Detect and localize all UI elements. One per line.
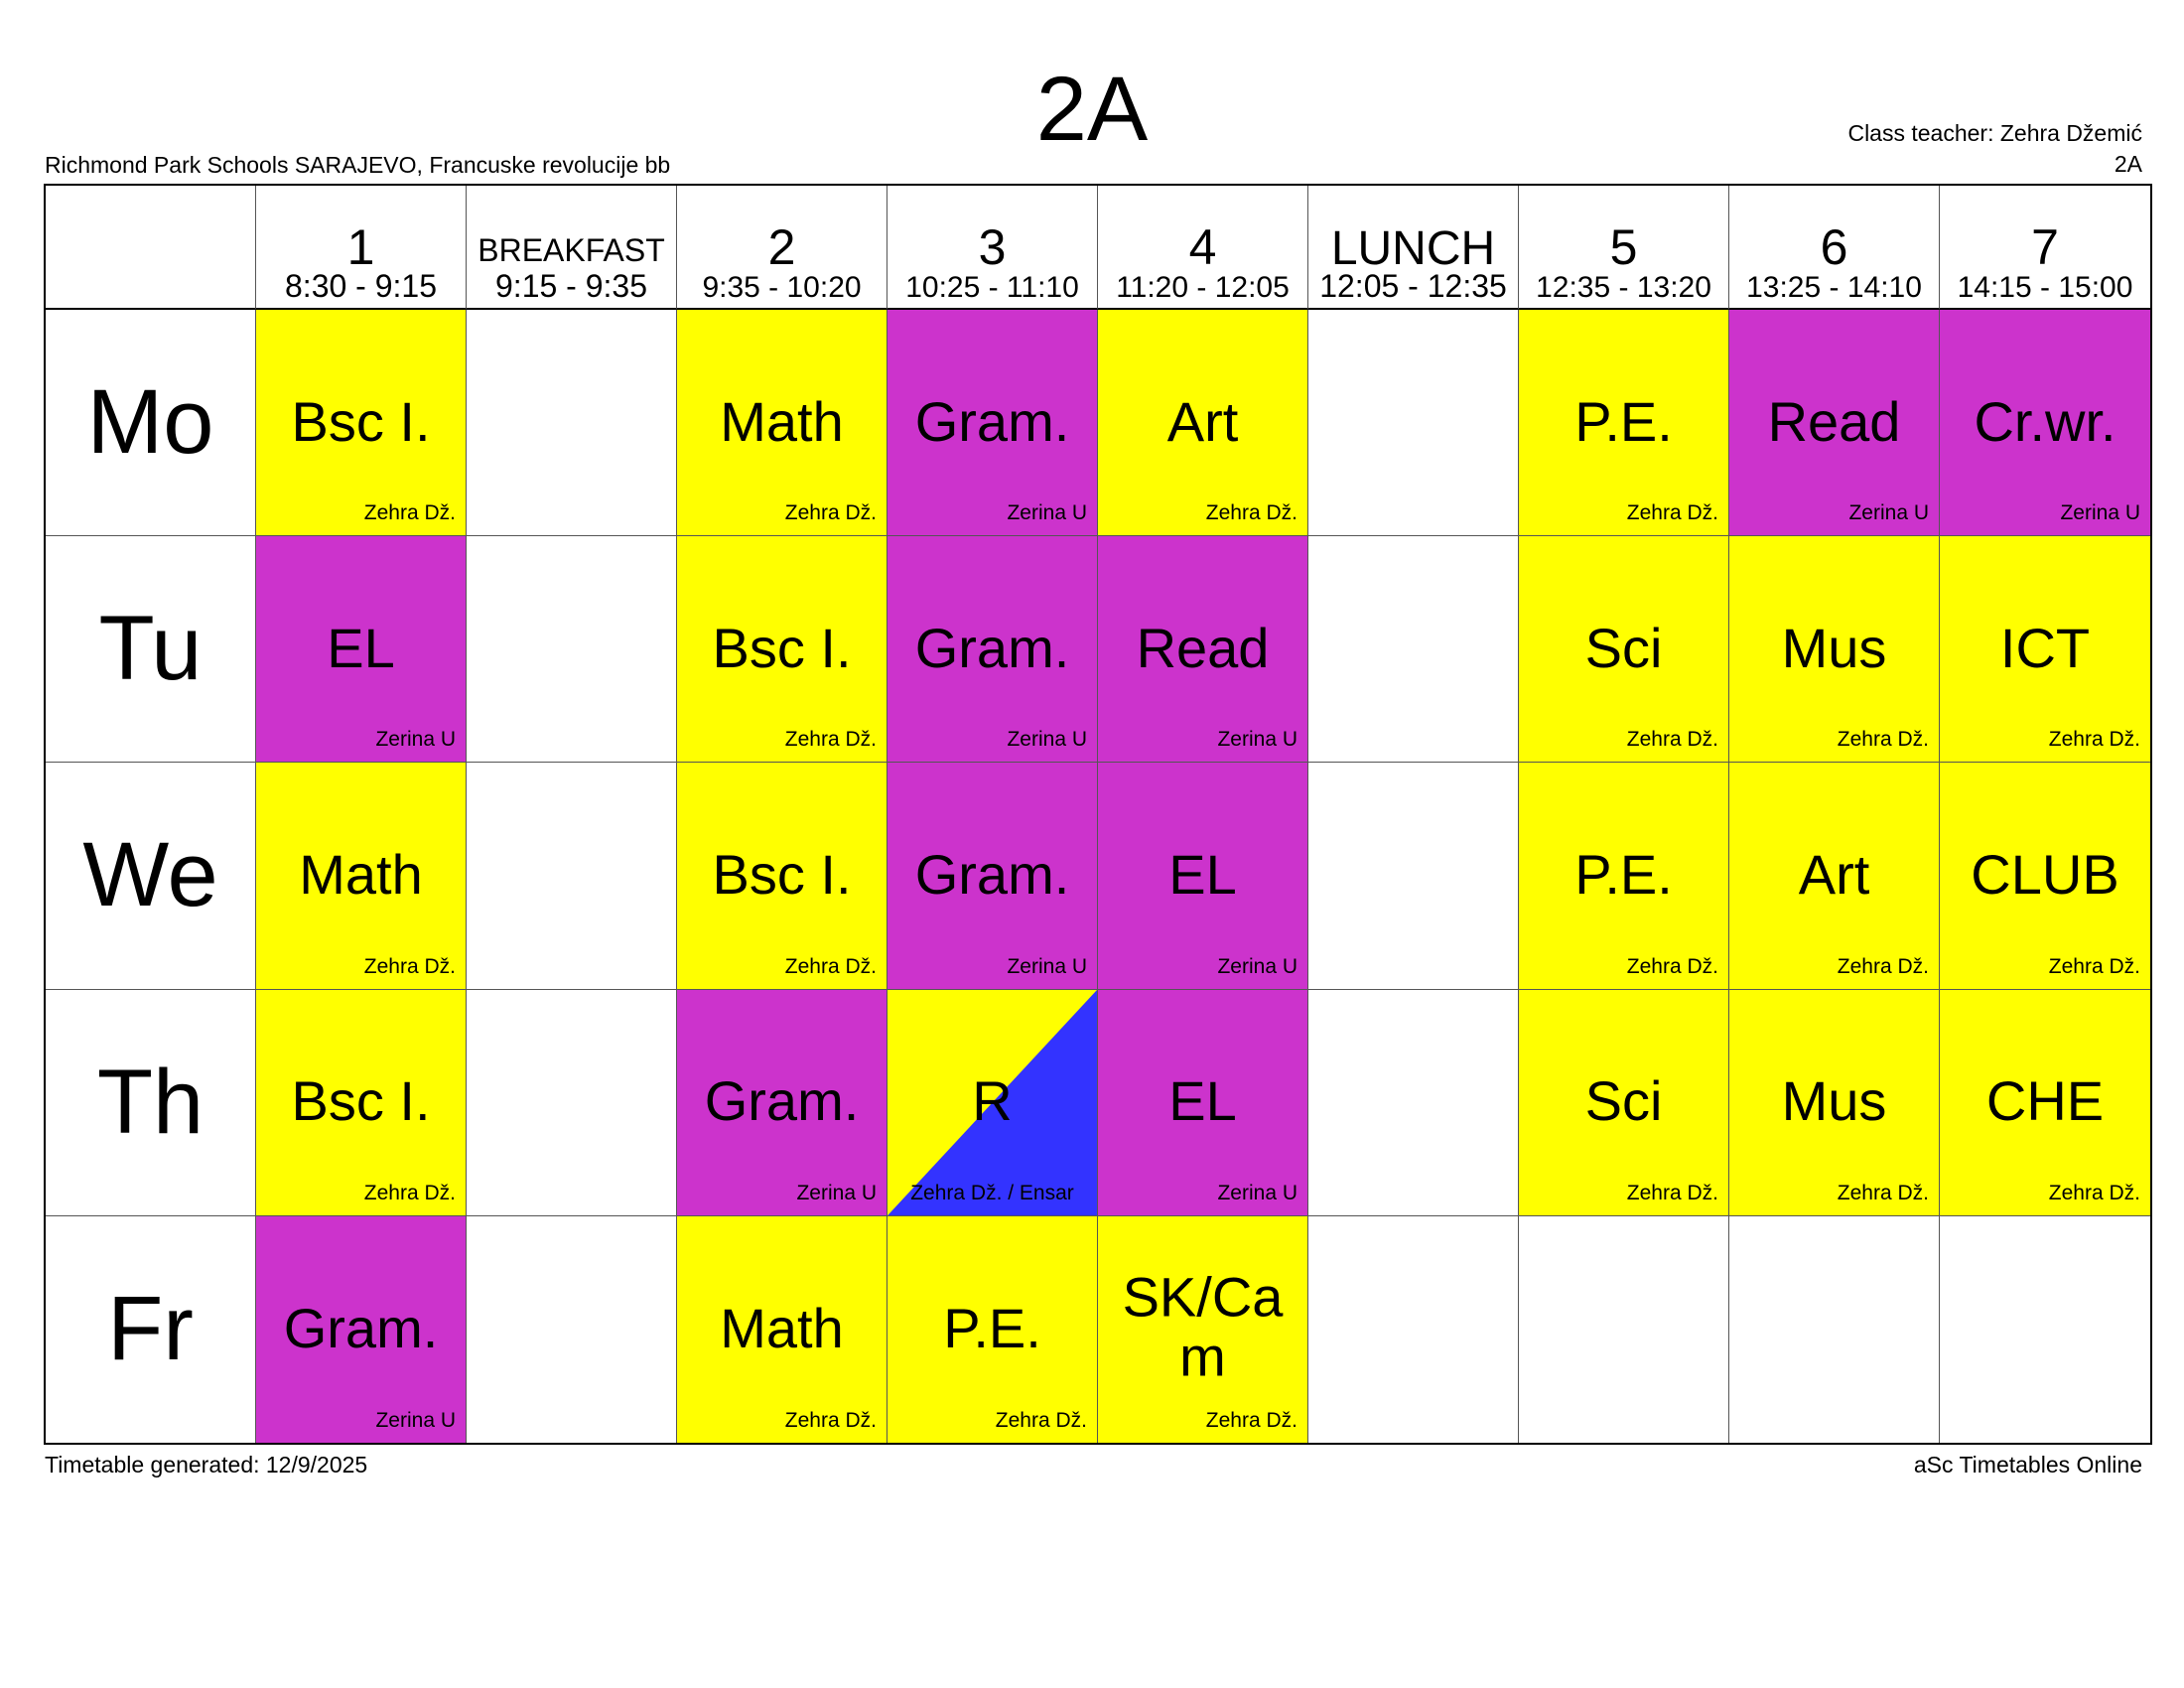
lesson-card[interactable] bbox=[1098, 990, 1308, 1216]
lesson-card[interactable] bbox=[887, 536, 1098, 763]
day-label: Tu bbox=[46, 536, 256, 763]
period-name: LUNCH bbox=[1330, 222, 1496, 275]
empty-slot bbox=[1308, 763, 1519, 989]
lesson-card[interactable] bbox=[677, 310, 887, 536]
lesson-teacher: Zerina U bbox=[1217, 728, 1297, 752]
lesson-subject: Art bbox=[1798, 842, 1870, 906]
day-label: We bbox=[46, 763, 256, 989]
period-number: 6 bbox=[1820, 219, 1848, 275]
period-header bbox=[1940, 186, 2150, 310]
lesson-card[interactable] bbox=[677, 763, 887, 989]
period-header bbox=[1098, 186, 1308, 310]
school-name: Richmond Park Schools SARAJEVO, Francuske revolucije bb bbox=[45, 152, 671, 178]
lesson-card[interactable] bbox=[1098, 1216, 1308, 1443]
lesson-card[interactable] bbox=[1098, 763, 1308, 989]
period-number: 5 bbox=[1609, 219, 1638, 275]
lesson-subject: ICT bbox=[1999, 616, 2091, 679]
generated-date: Timetable generated: 12/9/2025 bbox=[45, 1452, 368, 1477]
lesson-subject: Mus bbox=[1781, 1068, 1887, 1132]
lesson-card[interactable] bbox=[256, 990, 467, 1216]
lesson-card[interactable] bbox=[256, 1216, 467, 1443]
empty-slot bbox=[1308, 1216, 1519, 1443]
lesson-card[interactable] bbox=[677, 990, 887, 1216]
lesson-teacher: Zehra Dž. bbox=[363, 501, 456, 525]
period-time: 9:35 - 10:20 bbox=[702, 271, 862, 304]
period-header bbox=[467, 186, 677, 310]
lesson-subject: P.E. bbox=[943, 1296, 1041, 1359]
lesson-teacher: Zehra Dž. bbox=[995, 1408, 1087, 1432]
lesson-teacher: Zehra Dž. bbox=[1626, 501, 1718, 525]
lesson-teacher: Zerina U bbox=[1848, 501, 1929, 525]
period-name: BREAKFAST bbox=[478, 232, 665, 268]
lesson-subject: Gram. bbox=[914, 389, 1070, 453]
period-header bbox=[1519, 186, 1729, 310]
period-time: 10:25 - 11:10 bbox=[905, 271, 1079, 304]
header-corner bbox=[46, 186, 256, 310]
lesson-subject: Art bbox=[1166, 389, 1239, 453]
lesson-teacher: Zehra Dž. bbox=[784, 954, 877, 978]
period-time: 9:15 - 9:35 bbox=[495, 268, 647, 304]
lesson-card[interactable] bbox=[1940, 536, 2150, 763]
period-number: 3 bbox=[978, 219, 1007, 275]
lesson-subject: R bbox=[972, 1068, 1013, 1132]
day-label: Mo bbox=[46, 310, 256, 536]
lesson-subject: Bsc I. bbox=[712, 842, 852, 906]
period-time: 13:25 - 14:10 bbox=[1746, 271, 1922, 304]
lesson-subject: Gram. bbox=[914, 842, 1070, 906]
lesson-subject: Gram. bbox=[283, 1296, 439, 1359]
empty-slot bbox=[1308, 536, 1519, 763]
lesson-teacher: Zehra Dž. / Ensar bbox=[910, 1181, 1074, 1204]
period-header bbox=[256, 186, 467, 310]
empty-slot bbox=[467, 310, 677, 536]
lesson-card[interactable] bbox=[1940, 310, 2150, 536]
lesson-card[interactable] bbox=[1729, 310, 1940, 536]
lesson-card[interactable] bbox=[1729, 536, 1940, 763]
empty-slot bbox=[1519, 1216, 1729, 1443]
empty-slot bbox=[1308, 310, 1519, 536]
lesson-teacher: Zerina U bbox=[375, 1408, 456, 1432]
lesson-teacher: Zehra Dž. bbox=[2048, 1181, 2140, 1204]
empty-slot bbox=[1940, 1216, 2150, 1443]
lesson-subject: Math bbox=[720, 1296, 844, 1359]
lesson-subject: Gram. bbox=[914, 616, 1070, 679]
lesson-subject: Cr.wr. bbox=[1974, 389, 2116, 453]
empty-slot bbox=[467, 1216, 677, 1443]
lesson-subject: P.E. bbox=[1574, 389, 1673, 453]
lesson-teacher: Zehra Dž. bbox=[1837, 954, 1929, 978]
lesson-card[interactable] bbox=[1940, 990, 2150, 1216]
lesson-card[interactable] bbox=[1519, 763, 1729, 989]
lesson-subject: EL bbox=[327, 616, 395, 679]
lesson-card[interactable] bbox=[1729, 763, 1940, 989]
lesson-card[interactable] bbox=[256, 763, 467, 989]
day-label: Fr bbox=[46, 1216, 256, 1443]
lesson-card[interactable] bbox=[887, 990, 1098, 1216]
timetable-grid bbox=[44, 184, 2152, 1445]
lesson-teacher: Zerina U bbox=[1217, 1181, 1297, 1204]
empty-slot bbox=[467, 536, 677, 763]
lesson-subject: Sci bbox=[1584, 616, 1663, 679]
lesson-teacher: Zehra Dž. bbox=[1626, 1181, 1718, 1204]
lesson-teacher: Zerina U bbox=[1007, 954, 1087, 978]
lesson-card[interactable] bbox=[256, 536, 467, 763]
lesson-subject: CLUB bbox=[1971, 842, 2119, 906]
lesson-teacher: Zehra Dž. bbox=[784, 1408, 877, 1432]
lesson-subject: Math bbox=[299, 842, 423, 906]
lesson-teacher: Zehra Dž. bbox=[363, 954, 456, 978]
lesson-subject: CHE bbox=[1985, 1068, 2105, 1132]
lesson-subject: Math bbox=[720, 389, 844, 453]
lesson-teacher: Zehra Dž. bbox=[1837, 728, 1929, 752]
lesson-card[interactable] bbox=[1519, 536, 1729, 763]
lesson-card[interactable] bbox=[1729, 990, 1940, 1216]
lesson-teacher: Zehra Dž. bbox=[1205, 501, 1297, 525]
lesson-teacher: Zehra Dž. bbox=[2048, 728, 2140, 752]
lesson-card[interactable] bbox=[1098, 536, 1308, 763]
lesson-subject: Gram. bbox=[704, 1068, 860, 1132]
lesson-subject: EL bbox=[1168, 842, 1237, 906]
lesson-teacher: Zehra Dž. bbox=[2048, 954, 2140, 978]
lesson-teacher: Zerina U bbox=[1007, 501, 1087, 525]
empty-slot bbox=[1308, 990, 1519, 1216]
lesson-card[interactable] bbox=[887, 763, 1098, 989]
lesson-teacher: Zerina U bbox=[375, 728, 456, 752]
lesson-teacher: Zehra Dž. bbox=[363, 1181, 456, 1204]
empty-slot bbox=[1729, 1216, 1940, 1443]
lesson-teacher: Zehra Dž. bbox=[784, 728, 877, 752]
lesson-teacher: Zehra Dž. bbox=[1626, 728, 1718, 752]
lesson-subject: EL bbox=[1168, 1068, 1237, 1132]
period-time: 11:20 - 12:05 bbox=[1116, 271, 1290, 304]
lesson-subject: P.E. bbox=[1574, 842, 1673, 906]
lesson-card[interactable] bbox=[256, 310, 467, 536]
period-time: 14:15 - 15:00 bbox=[1957, 271, 2133, 304]
lesson-card[interactable] bbox=[1940, 763, 2150, 989]
lesson-teacher: Zerina U bbox=[1007, 728, 1087, 752]
class-code: 2A bbox=[2114, 151, 2142, 177]
period-header bbox=[887, 186, 1098, 310]
lesson-card[interactable] bbox=[887, 1216, 1098, 1443]
lesson-teacher: Zehra Dž. bbox=[1626, 954, 1718, 978]
period-number: 4 bbox=[1188, 219, 1217, 275]
period-number: 2 bbox=[767, 219, 796, 275]
empty-slot bbox=[467, 990, 677, 1216]
period-number: 1 bbox=[346, 219, 375, 275]
lesson-teacher: Zehra Dž. bbox=[1205, 1408, 1297, 1432]
empty-slot bbox=[467, 763, 677, 989]
brand-label: aSc Timetables Online bbox=[1913, 1452, 2142, 1477]
period-header bbox=[1308, 186, 1519, 310]
page-title: 2A bbox=[1035, 59, 1149, 160]
period-header bbox=[1729, 186, 1940, 310]
lesson-card[interactable] bbox=[677, 536, 887, 763]
lesson-subject: Read bbox=[1767, 389, 1901, 453]
class-teacher: Class teacher: Zehra Džemić bbox=[1847, 120, 2142, 146]
lesson-card[interactable] bbox=[1098, 310, 1308, 536]
lesson-subject: Mus bbox=[1781, 616, 1887, 679]
lesson-card[interactable] bbox=[887, 310, 1098, 536]
lesson-card[interactable] bbox=[677, 1216, 887, 1443]
period-time: 8:30 - 9:15 bbox=[285, 268, 437, 304]
lesson-teacher: Zehra Dž. bbox=[784, 501, 877, 525]
lesson-teacher: Zehra Dž. bbox=[1837, 1181, 1929, 1204]
lesson-subject: SK/Ca m bbox=[1122, 1265, 1284, 1388]
lesson-teacher: Zerina U bbox=[2060, 501, 2140, 525]
lesson-subject: Bsc I. bbox=[712, 616, 852, 679]
lesson-card[interactable] bbox=[1519, 990, 1729, 1216]
lesson-subject: Sci bbox=[1584, 1068, 1663, 1132]
day-label: Th bbox=[46, 990, 256, 1216]
lesson-subject: Bsc I. bbox=[291, 389, 431, 453]
period-time: 12:35 - 13:20 bbox=[1536, 271, 1711, 304]
lesson-subject: Read bbox=[1136, 616, 1270, 679]
lesson-card[interactable] bbox=[1519, 310, 1729, 536]
period-header bbox=[677, 186, 887, 310]
lesson-subject: Bsc I. bbox=[291, 1068, 431, 1132]
lesson-teacher: Zerina U bbox=[1217, 954, 1297, 978]
period-number: 7 bbox=[2031, 219, 2059, 275]
lesson-teacher: Zerina U bbox=[796, 1181, 877, 1204]
period-time: 12:05 - 12:35 bbox=[1319, 268, 1507, 304]
